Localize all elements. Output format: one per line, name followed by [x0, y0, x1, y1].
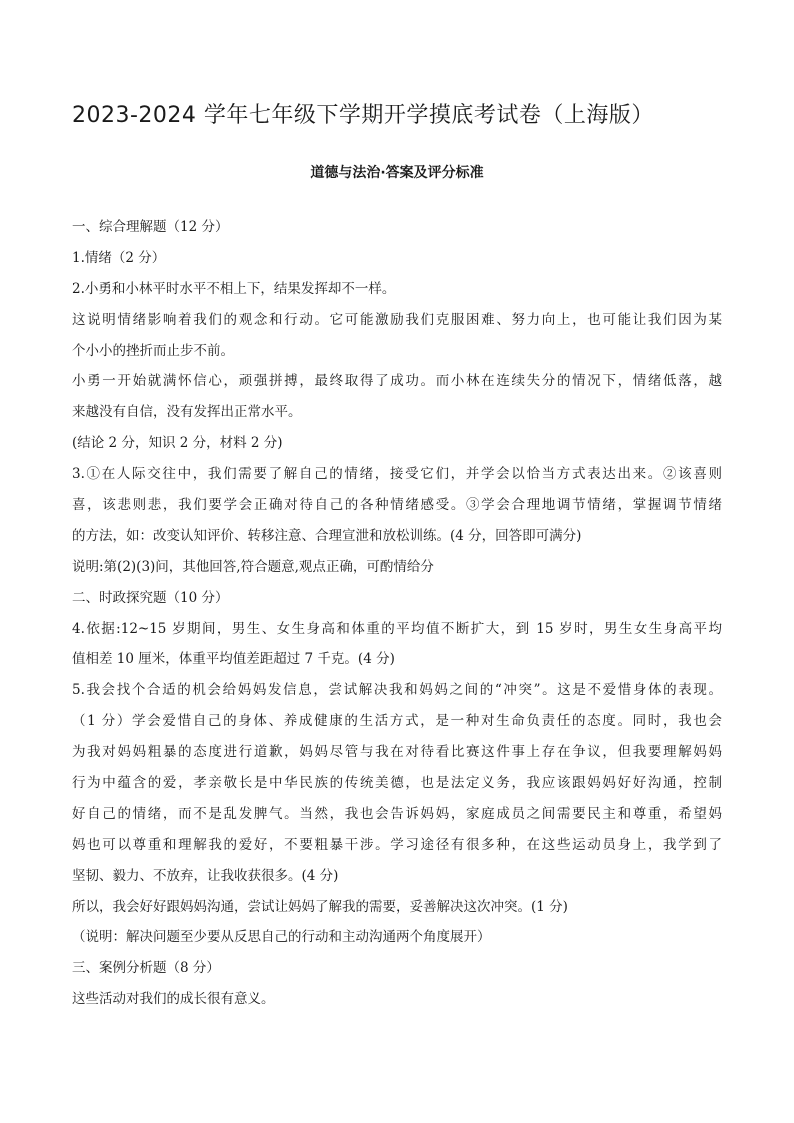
page-title: 2023-2024 学年七年级下学期开学摸底考试卷（上海版）: [72, 103, 654, 128]
section-heading: 三、案例分析题（8 分）: [72, 960, 220, 977]
section-heading: 二、时政探究题（10 分）: [72, 589, 229, 606]
answer-line: 喜，该悲则悲，我们要学会正确对待自己的各种情绪感受。③学会合理地调节情绪，掌握调节情绪: [72, 497, 722, 514]
answer-line: 行为中蕴含的爱，孝亲敬长是中华民族的传统美德，也是法定义务，我应该跟妈妈好好沟通，控制: [72, 775, 722, 792]
answer-line: 个小小的挫折而止步不前。: [72, 342, 234, 359]
answer-body: [72, 212, 722, 1015]
answer-line: 1.情绪（2 分）: [72, 249, 166, 266]
answer-line: 妈也可以尊重和理解我的爱好，不要粗暴干涉。学习途径有很多种，在这些运动员身上，我学到了: [72, 836, 722, 853]
answer-line: 3.①在人际交往中，我们需要了解自己的情绪，接受它们，并学会以恰当方式表达出来。②该喜则: [72, 466, 722, 483]
scoring-note: （说明：解决问题至少要从反思自己的行动和主动沟通两个角度展开）: [72, 929, 491, 946]
answer-line: 为我对妈妈粗暴的态度进行道歉，妈妈尽管与我在对待看比赛这件事上存在争议，但我要理解妈妈: [72, 744, 722, 761]
answer-line: （1 分）学会爱惜自己的身体、养成健康的生活方式，是一种对生命负责任的态度。同时，我也会: [72, 713, 722, 730]
answer-line: 4.依据:12~15 岁期间，男生、女生身高和体重的平均值不断扩大，到 15 岁时，男生女生身高平均: [72, 620, 722, 637]
answer-line: 所以，我会好好跟妈妈沟通，尝试让妈妈了解我的需要，妥善解决这次冲突。(1 分): [72, 898, 568, 915]
answer-line: 2.小勇和小林平时水平不相上下，结果发挥却不一样。: [72, 280, 396, 297]
answer-line: 好自己的情绪，而不是乱发脾气。当然，我也会告诉妈妈，家庭成员之间需要民主和尊重，希望妈: [72, 805, 722, 822]
answer-line: 小勇一开始就满怀信心，顽强拼搏，最终取得了成功。而小林在连续失分的情况下，情绪低落，越: [72, 373, 722, 390]
answer-line: 这些活动对我们的成长很有意义。: [72, 991, 275, 1008]
answer-line: 来越没有自信，没有发挥出正常水平。: [72, 404, 302, 421]
answer-line: 值相差 10 厘米，体重平均值差距超过 7 千克。(4 分): [72, 651, 395, 668]
section-heading: 一、综合理解题（12 分）: [72, 219, 229, 235]
page-subtitle: 道德与法治·答案及评分标准: [310, 165, 484, 181]
answer-line: 坚韧、毅力、不放弃，让我收获很多。(4 分): [72, 867, 339, 884]
scoring-note: 说明:第(2)(3)问，其他回答,符合题意,观点正确，可酌情给分: [72, 558, 434, 575]
answer-line: 的方法，如：改变认知评价、转移注意、合理宣泄和放松训练。(4 分，回答即可满分): [72, 527, 582, 544]
scoring-note: (结论 2 分，知识 2 分，材料 2 分): [72, 435, 283, 452]
answer-line: 5.我会找个合适的机会给妈妈发信息，尝试解决我和妈妈之间的“冲突”。这是不爱惜身体的表现。: [72, 682, 722, 699]
answer-line: 这说明情绪影响着我们的观念和行动。它可能激励我们克服困难、努力向上，也可能让我们因为某: [72, 311, 722, 328]
